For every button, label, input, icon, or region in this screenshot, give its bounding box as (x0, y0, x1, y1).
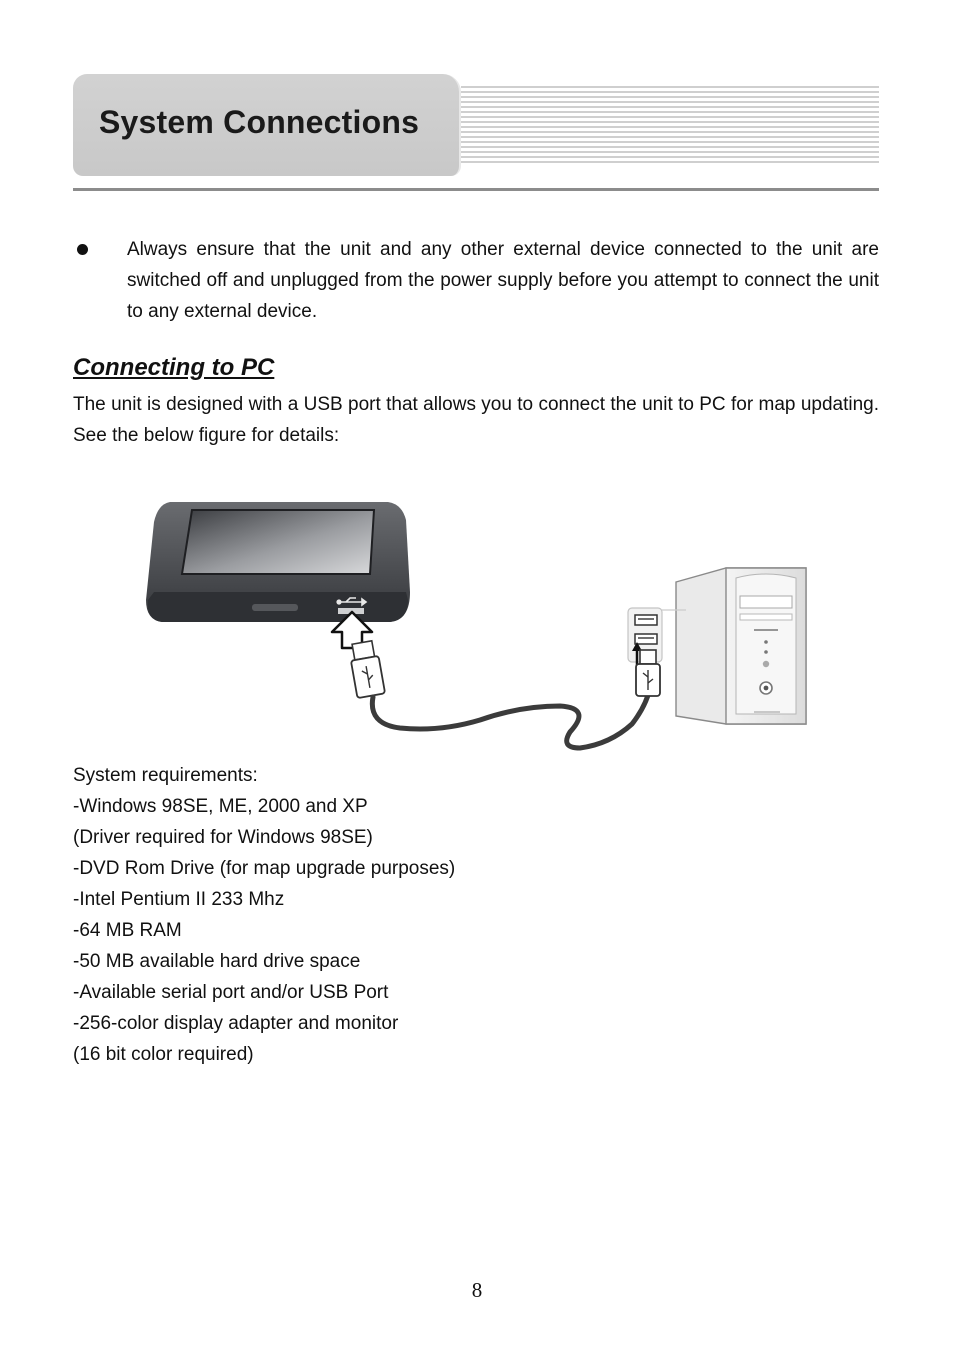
header-stripes (461, 86, 879, 164)
usb-plug-icon (348, 640, 385, 698)
gps-device-icon (146, 502, 410, 622)
page-number: 8 (471, 1278, 483, 1302)
requirement-item: -Available serial port and/or USB Port (73, 982, 389, 1003)
requirements-title: System requirements: (73, 765, 258, 786)
requirement-item: (Driver required for Windows 98SE) (73, 827, 373, 848)
requirement-item: -64 MB RAM (73, 920, 182, 941)
header-divider (73, 188, 879, 191)
requirement-item: (16 bit color required) (73, 1044, 254, 1065)
page-title: System Connections (99, 104, 420, 140)
requirement-item: -Intel Pentium II 233 Mhz (73, 889, 285, 910)
connection-figure (140, 492, 820, 754)
usb-plug-icon (636, 650, 660, 696)
requirement-item: -50 MB available hard drive space (73, 951, 361, 972)
bullet-icon (77, 244, 88, 255)
system-requirements (73, 760, 879, 1070)
requirement-item: -DVD Rom Drive (for map upgrade purposes) (73, 858, 456, 879)
safety-note-text: Always ensure that the unit and any other external device connected to the unit are switched off and unplugged from the power supply before you attempt to connect the unit to any external device. (127, 239, 879, 322)
desktop-pc-tower-icon (676, 568, 806, 724)
connection-illustration (140, 492, 820, 754)
section-body: The unit is designed with a USB port that allows you to connect the unit to PC for map updating. See the below figure for details: (73, 394, 879, 446)
requirement-item: -256-color display adapter and monitor (73, 1013, 399, 1034)
section-header (73, 74, 879, 192)
section-heading: Connecting to PC (73, 354, 275, 381)
requirement-item: -Windows 98SE, ME, 2000 and XP (73, 796, 368, 817)
safety-note (73, 234, 879, 327)
header-tab (73, 74, 461, 176)
